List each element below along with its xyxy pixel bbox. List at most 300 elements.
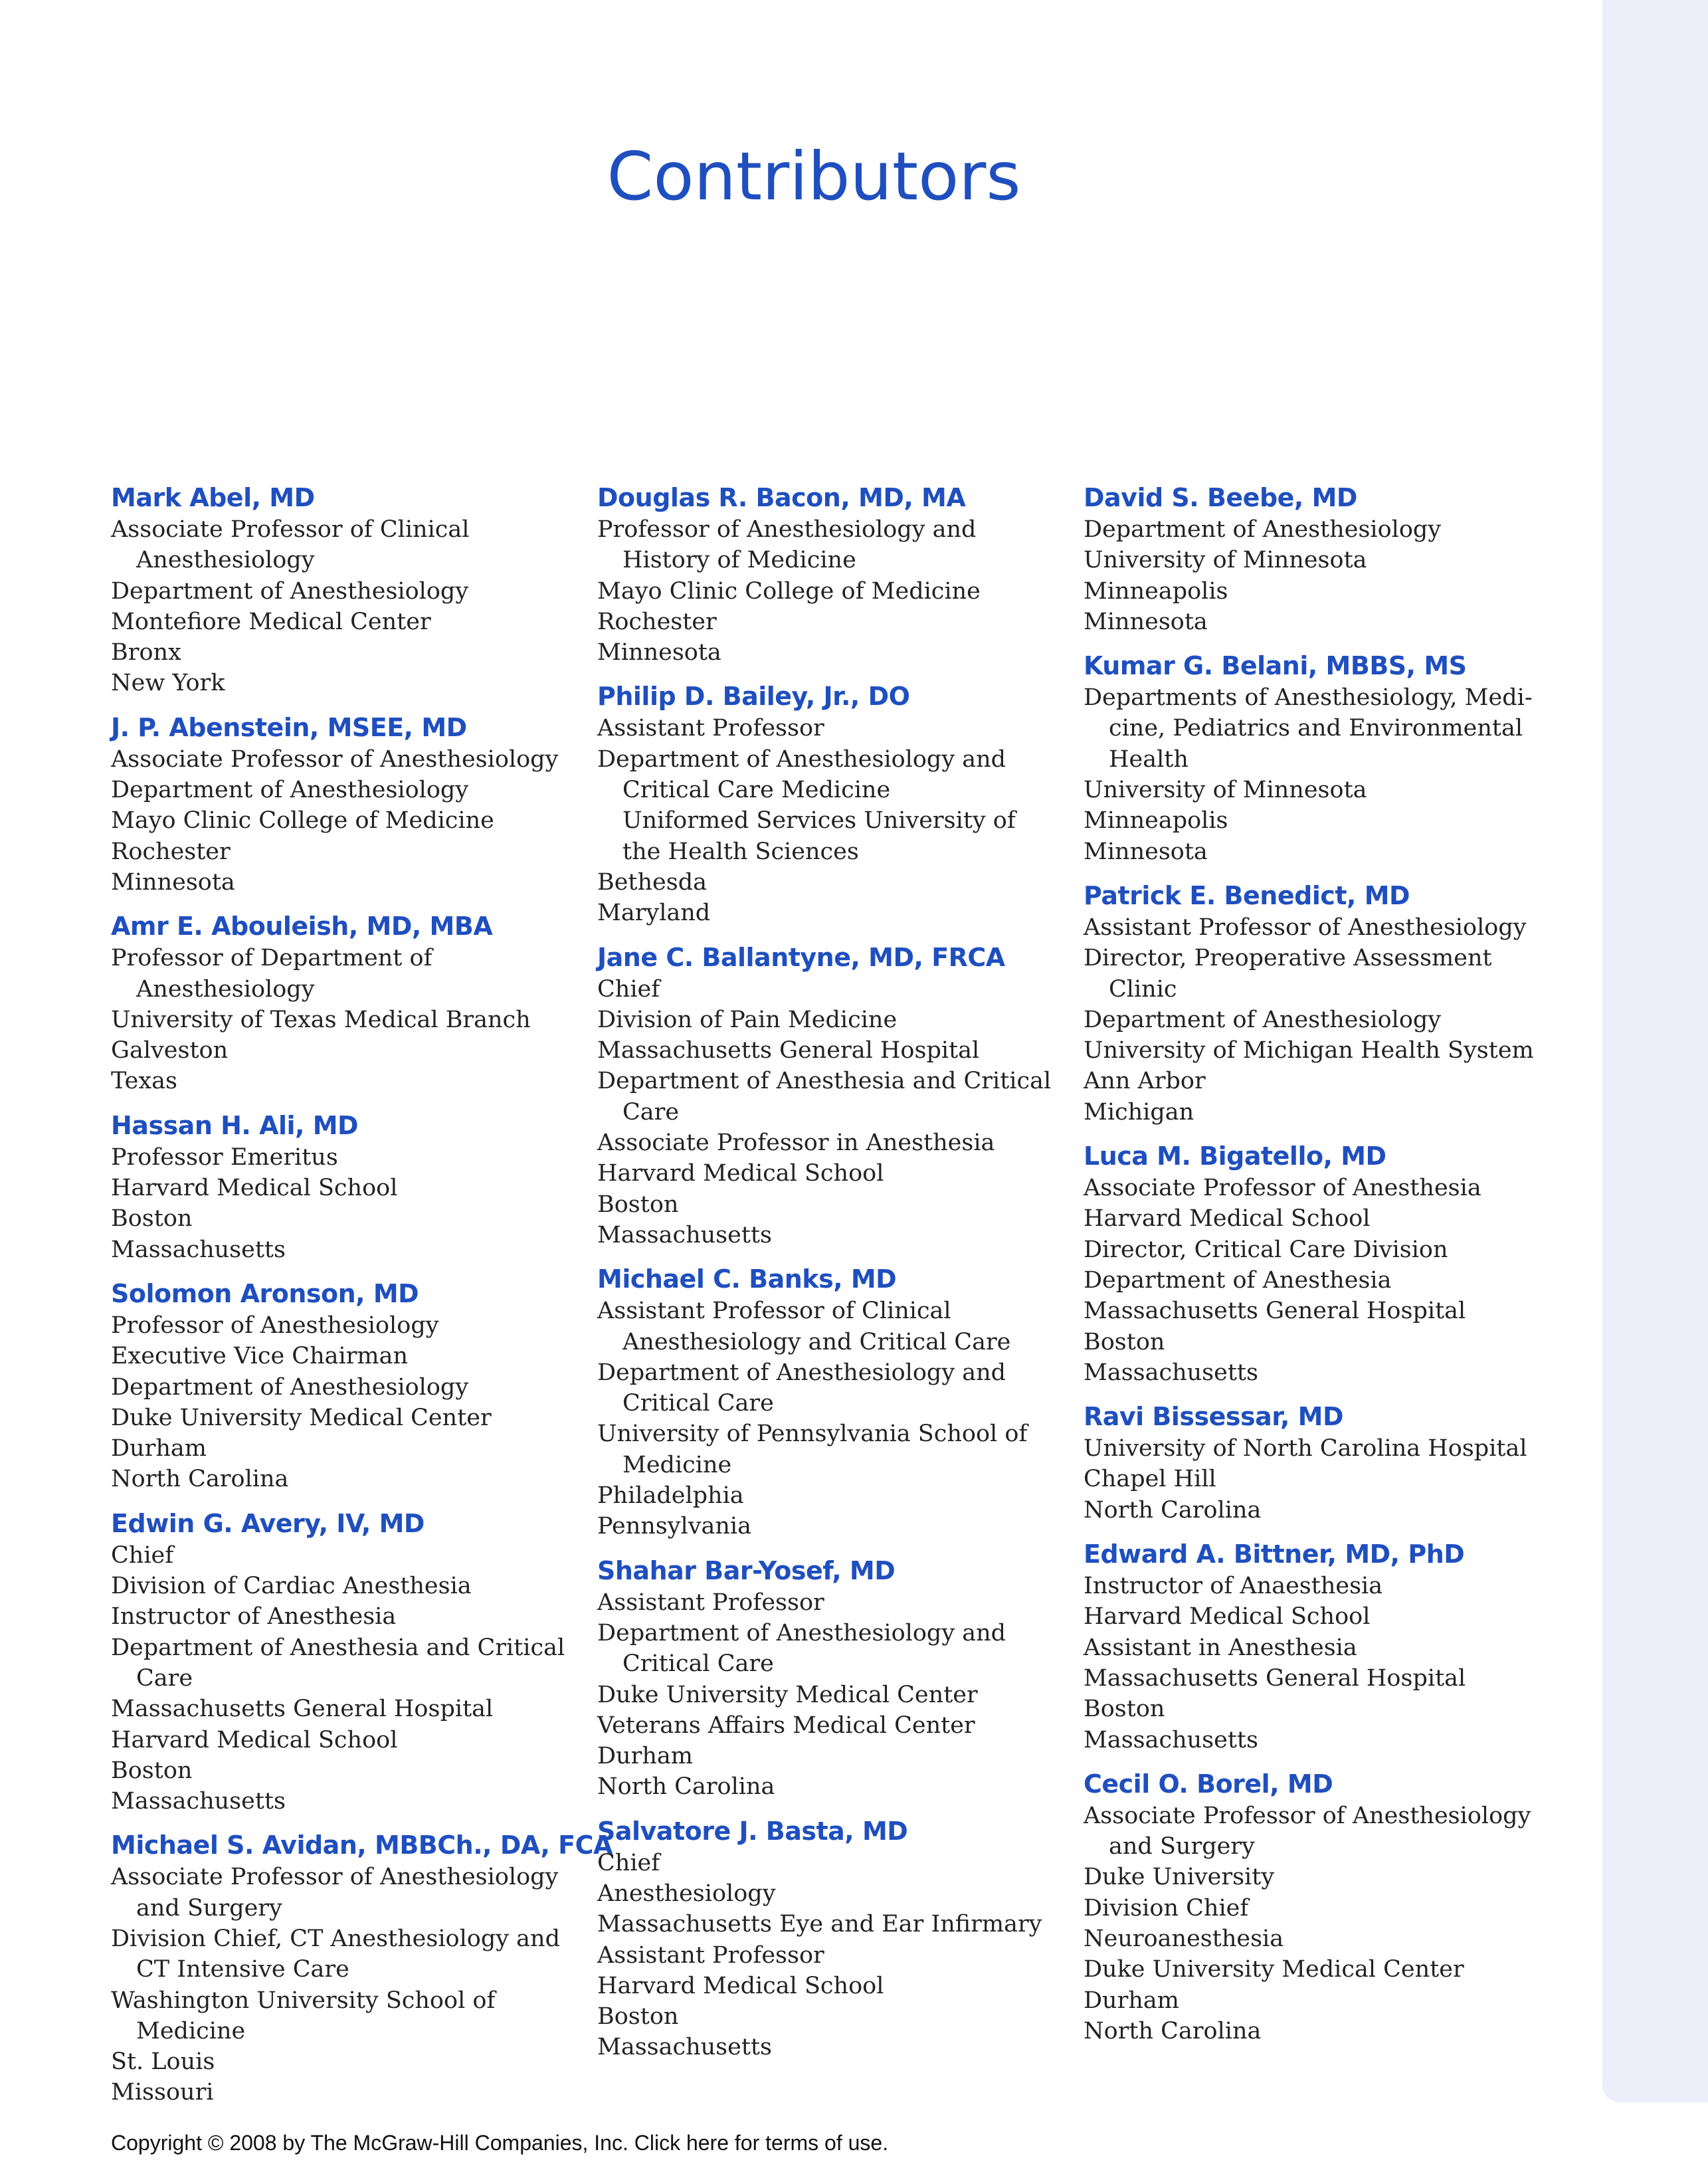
affiliation-line-text: Department of Anesthesiology	[1084, 516, 1442, 543]
affiliation-line-text: Philadelphia	[597, 1482, 744, 1510]
affiliation-list	[1084, 1173, 1549, 1388]
contributor-entry	[1084, 1400, 1549, 1526]
affiliation-line	[1084, 1327, 1549, 1357]
affiliation-list	[111, 1310, 576, 1495]
affiliation-line	[597, 1587, 1062, 1618]
affiliation-line-text: Professor Emeritus	[111, 1143, 338, 1171]
affiliation-line-text: Assistant in Anesthesia	[1084, 1634, 1357, 1661]
affiliation-line	[111, 2077, 576, 2108]
affiliation-line	[597, 898, 1062, 928]
affiliation-line-text: Massachusetts General Hospital	[597, 1037, 980, 1064]
affiliation-line	[1084, 545, 1549, 575]
affiliation-list	[111, 514, 576, 699]
affiliation-line	[111, 1924, 576, 1985]
affiliation-line-text: Associate Professor of Anesthesiology	[1084, 1802, 1531, 1829]
contributor-entry	[1084, 649, 1549, 867]
affiliation-line	[111, 1235, 576, 1265]
affiliation-line-text: Galveston	[111, 1037, 229, 1064]
affiliation-line	[1084, 1954, 1549, 1985]
affiliation-line	[1084, 1235, 1549, 1265]
affiliation-line-continuation: cine, Pediatrics and Environmental	[1109, 715, 1523, 742]
affiliation-line	[597, 974, 1062, 1005]
affiliation-line	[1084, 1005, 1549, 1035]
affiliation-line	[597, 1878, 1062, 1909]
affiliation-line-text: Department of Anesthesia	[1084, 1266, 1392, 1294]
affiliation-list	[111, 1540, 576, 1817]
affiliation-line	[111, 514, 576, 576]
affiliation-line	[1084, 682, 1549, 775]
affiliation-line-text: Rochester	[597, 608, 717, 635]
affiliation-line-text: Boston	[597, 1191, 679, 1218]
affiliation-line-text: Department of Anesthesiology and	[597, 1359, 1006, 1386]
contributor-entry	[111, 481, 576, 699]
affiliation-list	[111, 1142, 576, 1265]
affiliation-line	[111, 744, 576, 775]
affiliation-line	[1084, 1066, 1549, 1096]
affiliation-line	[111, 2046, 576, 2077]
affiliation-line-text: Department of Anesthesiology and	[597, 1619, 1006, 1646]
affiliation-line-text: New York	[111, 670, 225, 697]
contributor-name: Shahar Bar-Yosef, MD	[597, 1555, 896, 1585]
affiliation-line	[1084, 912, 1549, 943]
affiliation-line-text: Division of Cardiac Anesthesia	[111, 1573, 472, 1600]
affiliation-line	[597, 1618, 1062, 1680]
affiliation-line-continuation: Anesthesiology	[136, 975, 315, 1003]
affiliation-line-text: Chief	[597, 975, 660, 1003]
affiliation-line	[111, 607, 576, 637]
affiliation-line	[597, 514, 1062, 576]
contributor-entry	[1084, 1140, 1549, 1388]
affiliation-line	[111, 1035, 576, 1066]
affiliation-line-text: Minnesota	[1084, 608, 1208, 635]
affiliation-line-text: Associate Professor of Anesthesiology	[111, 1864, 559, 1891]
affiliation-line-text: Department of Anesthesia and Critical	[111, 1634, 565, 1661]
affiliation-line	[597, 744, 1062, 867]
affiliation-line-text: Missouri	[111, 2079, 214, 2106]
affiliation-line-text: University of Texas Medical Branch	[111, 1006, 531, 1033]
affiliation-line-text: Bronx	[111, 639, 181, 666]
affiliation-line	[1084, 1985, 1549, 2016]
affiliation-line-text: Professor of Anesthesiology	[111, 1312, 439, 1339]
affiliation-line	[597, 1066, 1062, 1128]
affiliation-line-text: Division of Pain Medicine	[597, 1006, 898, 1033]
affiliation-line-text: North Carolina	[597, 1773, 775, 1801]
affiliation-line	[597, 576, 1062, 607]
affiliation-line-text: University of North Carolina Hospital	[1084, 1435, 1527, 1462]
contributor-name: Kumar G. Belani, MBBS, MS	[1084, 651, 1467, 681]
affiliation-line	[111, 1066, 576, 1096]
affiliation-line-text: Associate Professor of Clinical	[111, 516, 470, 543]
contributors-column-1	[111, 481, 613, 2120]
affiliation-line-text: Division Chief, CT Anesthesiology and	[111, 1925, 560, 1952]
affiliation-line	[111, 1601, 576, 1632]
contributor-name: Amr E. Abouleish, MD, MBA	[111, 912, 493, 942]
affiliation-line	[597, 1357, 1062, 1419]
affiliation-line-text: Instructor of Anaesthesia	[1084, 1573, 1383, 1600]
affiliation-line	[1084, 1097, 1549, 1128]
affiliation-line-text: Assistant Professor of Anesthesiology	[1084, 914, 1527, 941]
affiliation-line	[111, 837, 576, 867]
contributor-entry	[111, 1109, 576, 1265]
affiliation-line	[597, 1128, 1062, 1158]
affiliation-line	[111, 1571, 576, 1601]
affiliation-list	[1084, 682, 1549, 867]
affiliation-line-text: Massachusetts General Hospital	[1084, 1298, 1466, 1325]
affiliation-line	[597, 1419, 1062, 1480]
affiliation-line-text: Texas	[111, 1068, 177, 1095]
contributor-name: Solomon Aronson, MD	[111, 1278, 419, 1308]
affiliation-list	[597, 1296, 1062, 1541]
affiliation-line-continuation: Anesthesiology	[136, 547, 315, 574]
affiliation-line	[111, 1725, 576, 1755]
affiliation-list	[597, 1587, 1062, 1803]
affiliation-line	[1084, 805, 1549, 836]
affiliation-line	[1084, 1571, 1549, 1601]
affiliation-line-text: Massachusetts	[111, 1236, 286, 1263]
affiliation-line	[1084, 1862, 1549, 1892]
affiliation-line	[597, 1909, 1062, 1939]
affiliation-line	[1084, 1633, 1549, 1663]
affiliation-line-text: Division Chief	[1084, 1894, 1249, 1922]
affiliation-line	[1084, 1035, 1549, 1066]
affiliation-line-text: Chief	[111, 1541, 174, 1569]
affiliation-line-text: Harvard Medical School	[597, 1972, 884, 1999]
affiliation-line-text: Washington University School of	[111, 1987, 496, 2014]
affiliation-line	[597, 1480, 1062, 1511]
affiliation-line	[111, 775, 576, 805]
affiliation-list	[597, 514, 1062, 668]
contributor-name: Salvatore J. Basta, MD	[597, 1816, 908, 1846]
affiliation-line-text: Mayo Clinic College of Medicine	[597, 577, 981, 605]
contributors-column-2	[597, 481, 1062, 2075]
contributor-entry	[597, 680, 1062, 928]
affiliation-line	[1084, 1601, 1549, 1632]
affiliation-line-text: Mayo Clinic College of Medicine	[111, 807, 494, 835]
affiliation-line-text: Professor of Anesthesiology and	[597, 516, 977, 543]
side-tab-decoration	[1602, 0, 1708, 2102]
affiliation-line	[111, 1372, 576, 1403]
affiliation-line-text: Harvard Medical School	[597, 1160, 884, 1187]
affiliation-line	[1084, 1725, 1549, 1755]
affiliation-list	[1084, 1433, 1549, 1526]
affiliation-line	[111, 1985, 576, 2047]
affiliation-line	[597, 637, 1062, 668]
affiliation-line-text: Boston	[597, 2003, 679, 2031]
contributor-entry	[1084, 1537, 1549, 1755]
affiliation-list	[1084, 1801, 1549, 2046]
affiliation-line	[111, 1310, 576, 1341]
contributors-column-3	[1084, 481, 1549, 2058]
affiliation-line-text: Harvard Medical School	[111, 1175, 398, 1202]
affiliation-line-text: Anesthesiology	[597, 1880, 776, 1907]
affiliation-line-text: Durham	[111, 1435, 207, 1462]
affiliation-line-text: Departments of Anesthesiology, Medi-	[1084, 684, 1533, 712]
contributor-name: Luca M. Bigatello, MD	[1084, 1141, 1386, 1171]
affiliation-line	[597, 1710, 1062, 1741]
affiliation-line-text: Michigan	[1084, 1098, 1194, 1126]
affiliation-line-continuation: History of Medicine	[622, 547, 856, 574]
affiliation-line-text: University of Minnesota	[1084, 547, 1367, 574]
contributor-entry	[111, 1829, 613, 2108]
affiliation-line	[111, 1142, 576, 1173]
affiliation-line-text: Veterans Affairs Medical Center	[597, 1712, 975, 1739]
affiliation-line-continuation: Health	[1109, 745, 1188, 773]
affiliation-line-continuation: Uniformed Services University of	[622, 807, 1016, 835]
affiliation-line-text: Department of Anesthesiology	[111, 1373, 469, 1401]
affiliation-line-text: Minnesota	[1084, 838, 1208, 865]
affiliation-line-continuation: CT Intensive Care	[136, 1956, 349, 1983]
affiliation-line-continuation: Critical Care	[622, 1390, 774, 1417]
contributor-name: Edward A. Bittner, MD, PhD	[1084, 1539, 1465, 1569]
affiliation-list	[111, 943, 576, 1096]
affiliation-line	[597, 1035, 1062, 1066]
affiliation-line-text: Executive Vice Chairman	[111, 1343, 409, 1370]
affiliation-line	[111, 1786, 576, 1817]
affiliation-line	[1084, 514, 1549, 545]
affiliation-line-text: Department of Anesthesiology	[111, 577, 469, 605]
affiliation-line	[597, 1005, 1062, 1035]
affiliation-line	[1084, 1924, 1549, 1954]
contributor-entry	[111, 910, 576, 1096]
affiliation-line-text: Minnesota	[111, 868, 235, 896]
affiliation-line	[111, 1341, 576, 1371]
contributor-entry	[1084, 481, 1549, 637]
contributor-entry	[597, 941, 1062, 1251]
contributor-name: Edwin G. Avery, IV, MD	[111, 1508, 425, 1538]
contributor-name: Jane C. Ballantyne, MD, FRCA	[597, 942, 1005, 972]
affiliation-line-text: University of Michigan Health System	[1084, 1037, 1534, 1064]
affiliation-line-text: North Carolina	[1084, 1496, 1262, 1524]
affiliation-line	[111, 637, 576, 668]
affiliation-line-text: Boston	[1084, 1328, 1165, 1355]
affiliation-line-text: Associate Professor of Anesthesiology	[111, 745, 559, 773]
affiliation-line-continuation: and Surgery	[1109, 1833, 1255, 1860]
affiliation-line-text: Assistant Professor	[597, 1589, 824, 1616]
affiliation-line-text: Department of Anesthesia and Critical	[597, 1068, 1052, 1095]
affiliation-line	[111, 1464, 576, 1494]
contributor-name: Cecil O. Borel, MD	[1084, 1769, 1333, 1799]
affiliation-line-text: Department of Anesthesiology	[111, 777, 469, 804]
affiliation-line-text: North Carolina	[1084, 2017, 1262, 2044]
affiliation-line-text: Durham	[1084, 1987, 1179, 2014]
affiliation-line	[597, 2001, 1062, 2032]
affiliation-line-continuation: Critical Care Medicine	[622, 777, 891, 804]
affiliation-line-text: Durham	[597, 1743, 693, 1770]
affiliation-line	[1084, 1495, 1549, 1526]
contributor-name: Douglas R. Bacon, MD, MA	[597, 483, 966, 512]
affiliation-line	[1084, 607, 1549, 637]
affiliation-line	[111, 867, 576, 898]
affiliation-line	[1084, 1173, 1549, 1203]
contributor-name: Michael C. Banks, MD	[597, 1264, 897, 1294]
affiliation-line	[597, 867, 1062, 898]
contributor-name: J. P. Abenstein, MSEE, MD	[111, 712, 467, 742]
contributor-entry	[597, 1262, 1062, 1541]
affiliation-line-text: Minnesota	[597, 639, 721, 666]
affiliation-line	[1084, 1296, 1549, 1326]
affiliation-list	[1084, 912, 1549, 1128]
affiliation-line	[1084, 1203, 1549, 1234]
contributor-entry	[111, 1507, 576, 1817]
affiliation-line-text: Chapel Hill	[1084, 1466, 1216, 1493]
contributor-name: Patrick E. Benedict, MD	[1084, 880, 1410, 910]
affiliation-line-continuation: Critical Care	[622, 1650, 774, 1678]
affiliation-line	[111, 576, 576, 607]
affiliation-line	[1084, 1433, 1549, 1464]
affiliation-list	[597, 713, 1062, 928]
affiliation-list	[111, 744, 576, 898]
affiliation-line-text: St. Louis	[111, 2048, 215, 2076]
contributor-entry	[1084, 879, 1549, 1128]
affiliation-line-text: Duke University Medical Center	[111, 1404, 492, 1431]
affiliation-line	[597, 607, 1062, 637]
contributor-name: Hassan H. Ali, MD	[111, 1110, 359, 1140]
contributor-entry	[111, 1277, 576, 1495]
affiliation-line-text: Neuroanesthesia	[1084, 1925, 1284, 1952]
affiliation-line	[597, 2032, 1062, 2062]
affiliation-line-text: Pennsylvania	[597, 1513, 751, 1540]
affiliation-list	[1084, 514, 1549, 637]
affiliation-line-continuation: the Health Sciences	[622, 838, 859, 865]
affiliation-list	[1084, 1571, 1549, 1755]
affiliation-line-continuation: and Surgery	[136, 1894, 282, 1922]
affiliation-line-text: Department of Anesthesiology and	[597, 745, 1006, 773]
affiliation-line	[111, 1433, 576, 1464]
contributor-name: Michael S. Avidan, MBBCh., DA, FCA	[111, 1831, 613, 1860]
affiliation-line	[111, 1694, 576, 1724]
affiliation-line	[111, 1203, 576, 1234]
affiliation-line-text: Assistant Professor of Clinical	[597, 1298, 951, 1325]
affiliation-line-text: Duke University	[1084, 1864, 1275, 1891]
affiliation-line	[597, 1940, 1062, 1971]
affiliation-line	[597, 1680, 1062, 1710]
affiliation-line	[1084, 2016, 1549, 2046]
affiliation-line-text: Harvard Medical School	[111, 1726, 398, 1753]
affiliation-line	[1084, 943, 1549, 1005]
affiliation-line-text: Duke University Medical Center	[1084, 1956, 1464, 1983]
affiliation-line	[1084, 576, 1549, 607]
contributor-name: Philip D. Bailey, Jr., DO	[597, 682, 910, 712]
affiliation-line-text: North Carolina	[111, 1466, 289, 1493]
affiliation-line-text: Harvard Medical School	[1084, 1603, 1371, 1631]
affiliation-line-continuation: Clinic	[1109, 975, 1177, 1003]
affiliation-line-text: Department of Anesthesiology	[1084, 1006, 1442, 1033]
affiliation-line	[111, 805, 576, 836]
affiliation-line-continuation: Care	[136, 1664, 193, 1692]
affiliation-line	[111, 1755, 576, 1786]
affiliation-list	[111, 1862, 576, 2108]
affiliation-line-text: Massachusetts General Hospital	[1084, 1664, 1466, 1692]
affiliation-line	[597, 1741, 1062, 1771]
affiliation-line-text: Massachusetts Eye and Ear Infirmary	[597, 1911, 1042, 1938]
affiliation-line	[597, 713, 1062, 744]
affiliation-line-continuation: Medicine	[622, 1451, 732, 1478]
affiliation-line-continuation: Anesthesiology and Critical Care	[622, 1328, 1011, 1355]
affiliation-line	[111, 1173, 576, 1203]
affiliation-line-text: Professor of Department of	[111, 945, 432, 972]
contributor-name: Mark Abel, MD	[111, 483, 315, 512]
affiliation-line	[597, 1189, 1062, 1220]
contributor-entry	[597, 1554, 1062, 1803]
affiliation-line-text: Boston	[111, 1205, 193, 1233]
affiliation-line-continuation: Care	[622, 1098, 680, 1126]
affiliation-line-text: Boston	[1084, 1696, 1165, 1723]
affiliation-line	[597, 1511, 1062, 1541]
affiliation-line	[597, 1296, 1062, 1357]
affiliation-list	[597, 1848, 1062, 2063]
affiliation-line-text: Minneapolis	[1084, 807, 1228, 835]
affiliation-line-text: Assistant Professor	[597, 1941, 824, 1969]
contributor-entry	[597, 1815, 1062, 2063]
affiliation-line	[597, 1220, 1062, 1250]
affiliation-line-text: Bethesda	[597, 868, 707, 896]
contributor-entry	[111, 711, 576, 898]
affiliation-line	[1084, 1801, 1549, 1862]
affiliation-line	[1084, 775, 1549, 805]
affiliation-list	[597, 974, 1062, 1251]
affiliation-line	[597, 1771, 1062, 1802]
affiliation-line-text: Duke University Medical Center	[597, 1681, 978, 1708]
page-title: Contributors	[607, 138, 1021, 215]
affiliation-line-text: Director, Critical Care Division	[1084, 1236, 1448, 1263]
affiliation-line	[597, 1971, 1062, 2001]
affiliation-line-text: Massachusetts	[597, 2034, 772, 2061]
affiliation-line	[1084, 1893, 1549, 1924]
affiliation-line	[111, 668, 576, 698]
affiliation-line-text: Instructor of Anesthesia	[111, 1603, 397, 1631]
affiliation-line	[597, 1848, 1062, 1878]
affiliation-line-text: Rochester	[111, 838, 231, 865]
affiliation-line-text: Boston	[111, 1757, 193, 1784]
contributor-name: David S. Beebe, MD	[1084, 483, 1357, 512]
affiliation-line-continuation: Medicine	[136, 2017, 246, 2044]
contributor-entry	[1084, 1767, 1549, 2046]
affiliation-line-text: Director, Preoperative Assessment	[1084, 945, 1492, 972]
affiliation-line-text: University of Minnesota	[1084, 777, 1367, 804]
affiliation-line	[1084, 1357, 1549, 1388]
affiliation-line	[1084, 1694, 1549, 1724]
affiliation-line	[1084, 837, 1549, 867]
affiliation-line	[111, 943, 576, 1005]
affiliation-line-text: Harvard Medical School	[1084, 1205, 1371, 1233]
affiliation-line	[1084, 1663, 1549, 1694]
affiliation-line	[111, 1633, 576, 1694]
affiliation-line-text: Montefiore Medical Center	[111, 608, 431, 635]
affiliation-line	[1084, 1265, 1549, 1296]
affiliation-line	[111, 1005, 576, 1035]
affiliation-line	[111, 1540, 576, 1571]
affiliation-line-text: Massachusetts	[597, 1221, 772, 1248]
affiliation-line-text: Massachusetts	[111, 1788, 286, 1815]
affiliation-line-text: Associate Professor of Anesthesia	[1084, 1175, 1481, 1202]
affiliation-line-text: Minneapolis	[1084, 577, 1228, 605]
affiliation-line-text: Massachusetts	[1084, 1359, 1258, 1386]
affiliation-line-text: Maryland	[597, 900, 711, 927]
affiliation-line	[111, 1403, 576, 1433]
affiliation-line-text: Associate Professor in Anesthesia	[597, 1130, 995, 1157]
affiliation-line	[1084, 1464, 1549, 1494]
affiliation-line-text: Chief	[597, 1849, 660, 1876]
contributor-entry	[597, 481, 1062, 668]
affiliation-line-text: University of Pennsylvania School of	[597, 1421, 1028, 1448]
contributor-name: Ravi Bissessar, MD	[1084, 1402, 1343, 1432]
affiliation-line-text: Massachusetts	[1084, 1726, 1258, 1753]
affiliation-line	[597, 1158, 1062, 1189]
affiliation-line-text: Assistant Professor	[597, 715, 824, 742]
affiliation-line-text: Ann Arbor	[1084, 1068, 1206, 1095]
copyright-footer[interactable]: Copyright © 2008 by The McGraw-Hill Companies, Inc. Click here for terms of use.	[111, 2131, 889, 2155]
affiliation-line-text: Massachusetts General Hospital	[111, 1696, 494, 1723]
